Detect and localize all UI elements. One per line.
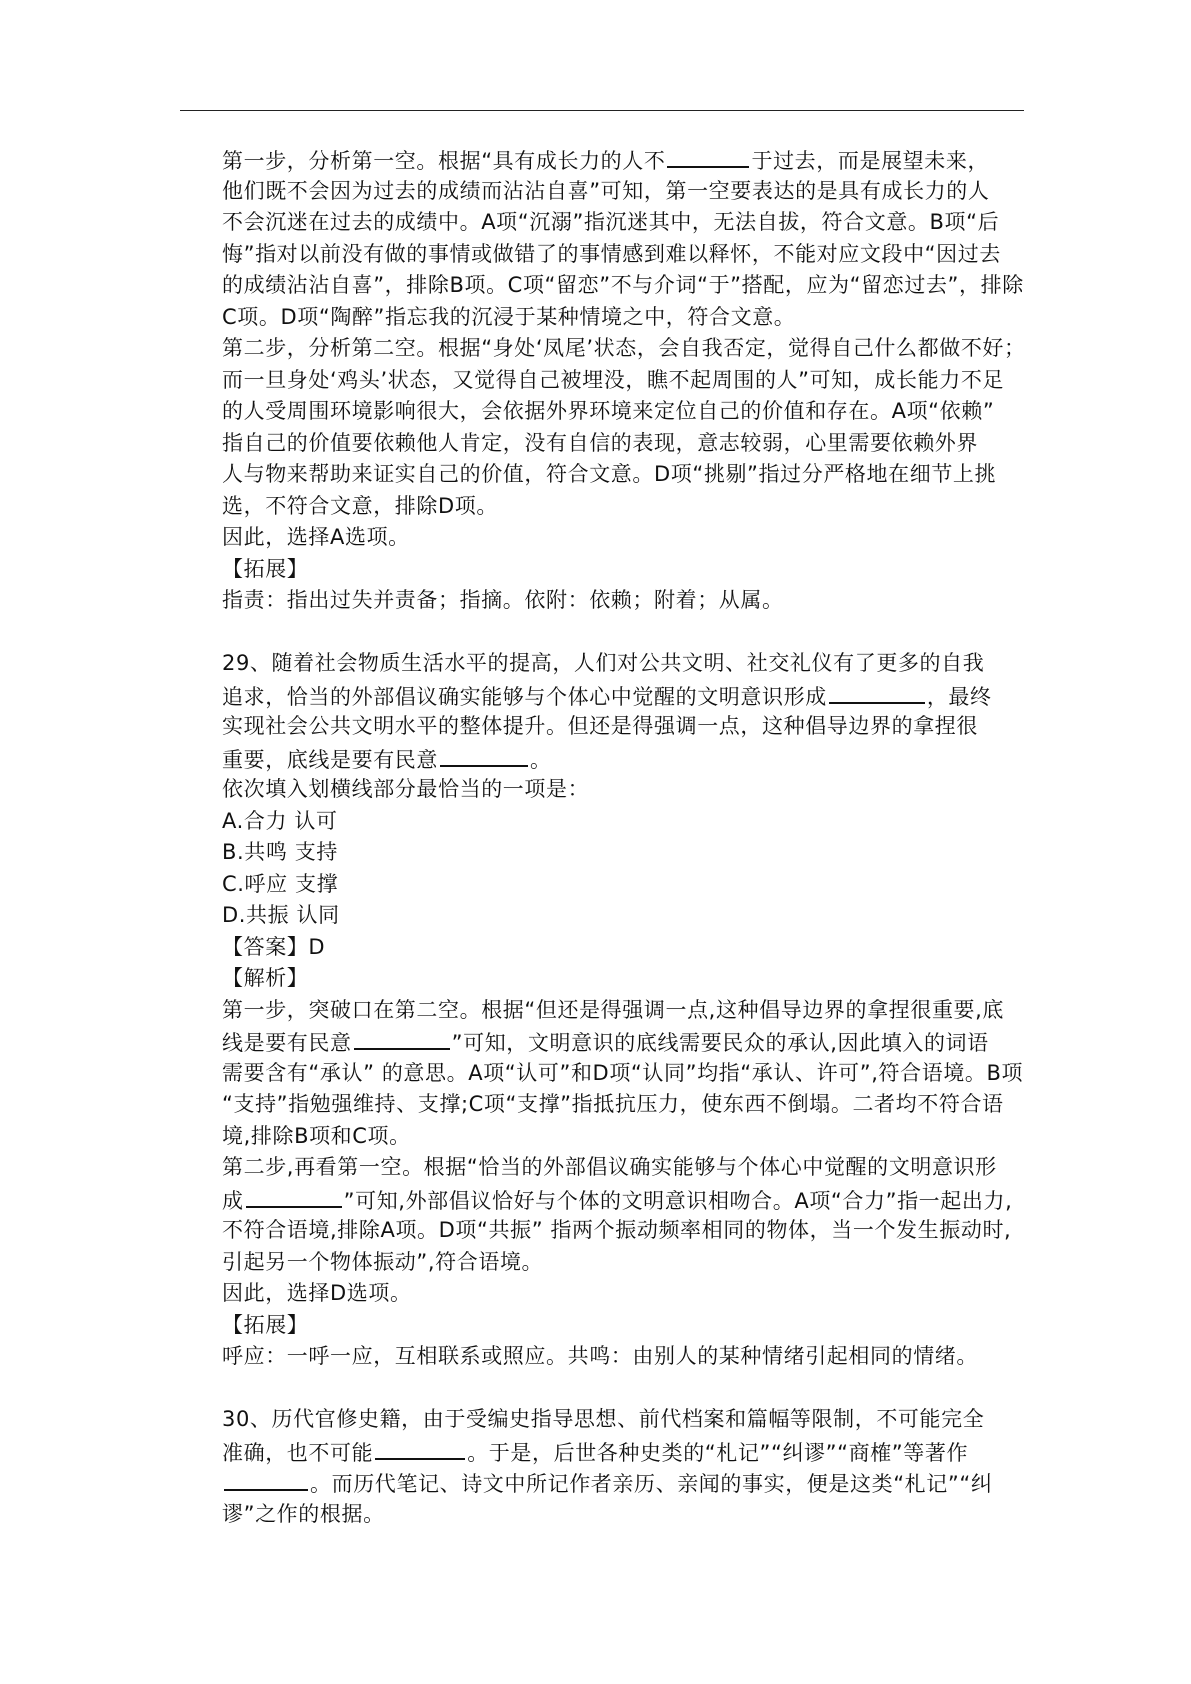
option-d: D.共振 认同 [222,903,340,927]
paragraph-line: 的人受周围环境影响很大，会依据外界环境来定位自己的价值和存在。A项“依赖” [222,399,995,423]
paragraph-line: 不符合语境,排除A项。D项“共振” 指两个振动频率相同的物体，当一个发生振动时, [222,1218,1012,1242]
paragraph-line: 线是要有民意 ”可知，文明意识的底线需要民众的承认,因此填入的词语 [222,1026,1022,1058]
paragraph-line: 成 ”可知,外部倡议恰好与个体的文明意识相吻合。A项“合力”指一起出力, [222,1184,1022,1216]
paragraph-line: 他们既不会因为过去的成绩而沾沾自喜”可知，第一空要表达的是具有成长力的人 [222,178,990,203]
fill-blank [354,1026,450,1050]
fill-blank [667,144,749,168]
fill-blank [440,743,528,767]
question-line: 。而历代笔记、诗文中所记作者亲历、亲闻的事实，便是这类“札记”“纠 [222,1467,1022,1499]
paragraph-line: 不会沉迷在过去的成绩中。A项“沉溺”指沉迷其中，无法自拔，符合文意。B项“后 [222,210,1000,234]
question-prompt: 依次填入划横线部分最恰当的一项是： [222,777,590,801]
question-line: 30、历代官修史籍，由于受编史指导思想、前代档案和篇幅等限制，不可能完全 [222,1407,985,1431]
paragraph-line: “支持”指勉强维持、支撑;C项“支撑”指抵抗压力，使东西不倒塌。二者均不符合语 [222,1092,1004,1116]
section-label: 【拓展】 [222,556,309,581]
paragraph-line: 第二步,再看第一空。根据“恰当的外部倡议确实能够与个体心中觉醒的文明意识形 [222,1155,997,1179]
paragraph-line: 选，不符合文意，排除D项。 [222,493,498,518]
paragraph-line: 而一旦身处‘鸡头’状态，又觉得自己被埋没，瞧不起周围的人”可知，成长能力不足 [222,367,1005,392]
paragraph-line: 需要含有“承认” 的意思。A项“认可”和D项“认同”均指“承认、许可”,符合语境。B项 [222,1060,1024,1085]
option-a: A.合力 认可 [222,808,338,833]
paragraph-gap [222,617,1022,649]
option-c: C.呼应 支撑 [222,871,339,896]
conclusion-line: 因此，选择A选项。 [222,525,410,549]
question-line: 准确，也不可能 。于是，后世各种史类的“札记”“纠谬”“商榷”等著作 [222,1436,1022,1468]
answer-line: 【答案】D [222,934,326,959]
paragraph-line: 引起另一个物体振动”,符合语境。 [222,1249,544,1274]
question-line: 实现社会公共文明水平的整体提升。但还是得强调一点，这种倡导边界的拿捏很 [222,714,978,738]
paragraph-line: 指责：指出过失并责备；指摘。依附：依赖；附着；从属。 [222,588,784,612]
paragraph-line: 指自己的价值要依赖他人肯定，没有自信的表现，意志较弱，心里需要依赖外界 [222,430,978,455]
paragraph-line: 人与物来帮助来证实自己的价值，符合文意。D项“挑剔”指过分严格地在细节上挑 [222,462,997,486]
conclusion-line: 因此，选择D选项。 [222,1281,412,1305]
paragraph-line: 境,排除B项和C项。 [222,1123,411,1148]
option-b: B.共鸣 支持 [222,840,338,864]
paragraph-line: C项。D项“陶醉”指忘我的沉浸于某种情境之中，符合文意。 [222,304,796,329]
paragraph-gap [222,1373,1022,1405]
header-rule [180,110,1024,111]
question-line: 追求，恰当的外部倡议确实能够与个体心中觉醒的文明意识形成 ，最终 [222,680,1022,712]
fill-blank [829,680,925,704]
fill-blank [246,1184,342,1208]
fill-blank [224,1467,308,1491]
paragraph-line: 悔”指对以前没有做的事情或做错了的事情感到难以释怀，不能对应文段中“因过去 [222,241,1001,266]
question-line: 重要，底线是要有民意 。 [222,743,1022,775]
section-label: 【拓展】 [222,1312,309,1337]
fill-blank [375,1436,465,1460]
paragraph-line: 第一步，分析第一空。根据“具有成长力的人不 于过去，而是展望未来， [222,144,1022,176]
question-line: 谬”之作的根据。 [222,1501,385,1526]
paragraph-line: 第一步，突破口在第二空。根据“但还是得强调一点,这种倡导边界的拿捏很重要,底 [222,997,1005,1022]
paragraph-line: 第二步，分析第二空。根据“身处‘凤尾’状态，会自我否定，觉得自己什么都做不好； [222,336,1026,360]
question-line: 29、随着社会物质生活水平的提高，人们对公共文明、社交礼仪有了更多的自我 [222,651,985,675]
paragraph-line: 的成绩沾沾自喜”，排除B项。C项“留恋”不与介词“于”搭配，应为“留恋过去”，排除 [222,273,1024,297]
document-body [222,144,1026,1530]
section-label: 【解析】 [222,966,309,990]
paragraph-line: 呼应：一呼一应，互相联系或照应。共鸣：由别人的某种情绪引起相同的情绪。 [222,1344,978,1368]
